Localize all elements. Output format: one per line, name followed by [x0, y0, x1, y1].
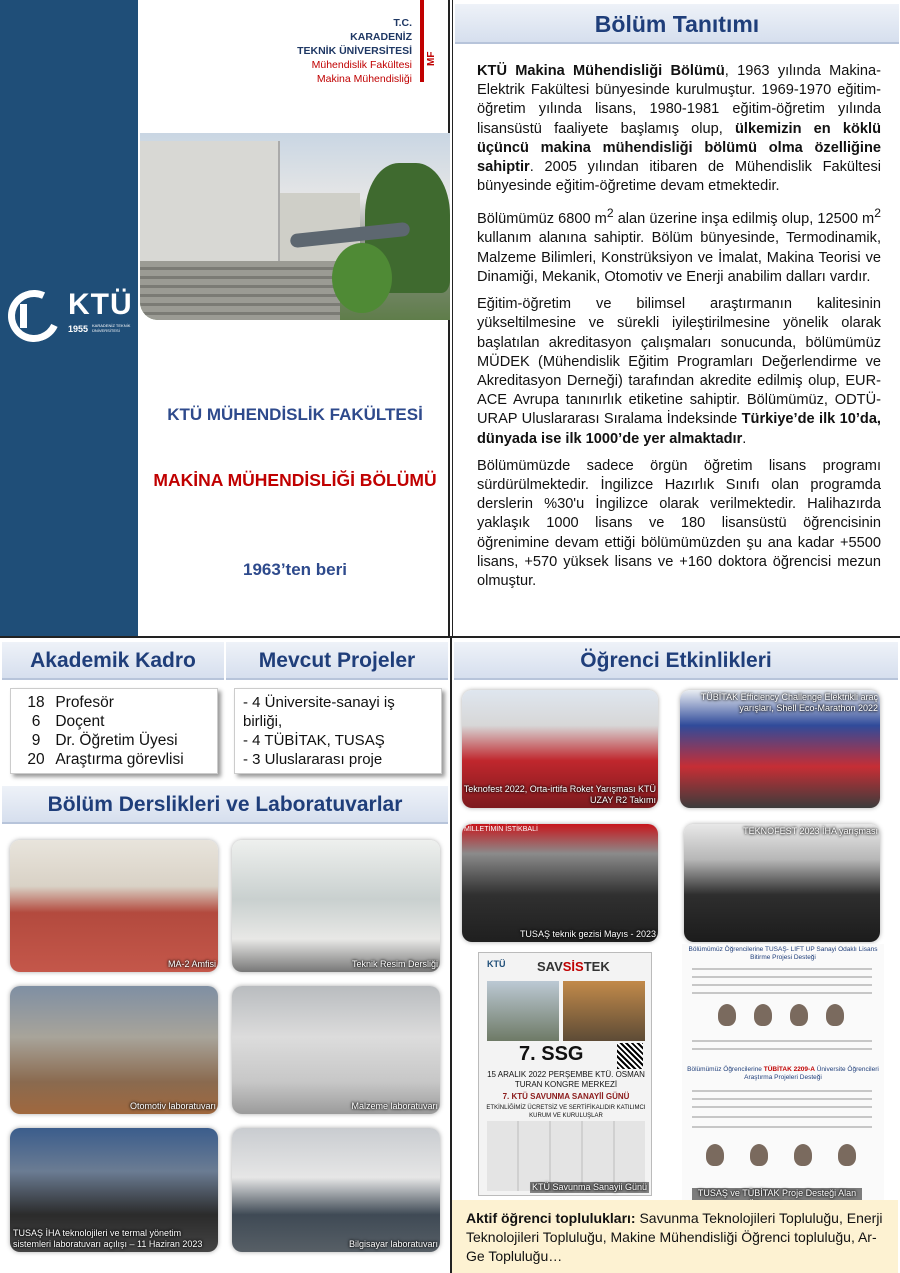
student-photo	[826, 1004, 844, 1026]
academic-staff-card	[10, 688, 218, 774]
photo-caption: Teknofest 2022, Orta-irtifa Roket Yarışması KTÜ UZAY R2 Takımı	[463, 784, 656, 805]
student-photo	[750, 1144, 768, 1166]
activity-photo-tusas-visit	[462, 824, 658, 942]
staff-label: Dr. Öğretim Üyesi	[55, 732, 178, 749]
staff-row	[21, 712, 207, 731]
intro-p2-c: kullanım alanına sahiptir. Bölüm bünyesinde, Termodinamik, Malzeme Bilimleri, Konstrüksiyon ve İmalat, Makina Teorisi ve Dinamiği, Mekanik, Otomotiv ve Enerji anabilim dalları vardır.	[477, 230, 881, 285]
poster-text-line	[692, 992, 872, 994]
vertical-divider	[450, 636, 452, 1273]
intro-p3-bold-b: Türkiye’de ilk 10’da, dünyada ise ilk 1000’de yer almaktadır	[477, 411, 881, 447]
intro-p2-b: alan üzerine inşa edilmiş olup, 12500 m	[613, 211, 875, 228]
staff-count: 6	[31, 713, 41, 730]
photo-bush	[332, 243, 392, 313]
intro-p1-bold-a: KTÜ Makina Mühendisliği Bölümü	[477, 63, 725, 79]
photo-caption: Otomotiv laboratuvarı	[129, 1101, 216, 1111]
faculty-title: KTÜ MÜHENDİSLİK FAKÜLTESİ	[167, 405, 423, 424]
poster-image-tank	[563, 981, 645, 1041]
photo-caption: KTÜ Savunma Sanayii Günü	[531, 1182, 647, 1192]
cover-photo	[140, 133, 450, 320]
staff-label: Profesör	[55, 694, 114, 711]
lab-photo-automotive	[10, 986, 218, 1114]
photo-building	[140, 141, 280, 261]
photo-caption: TÜBİTAK Efficiency Challenge Elektrikli araç yarışları, Shell Eco-Marathon 2022	[700, 692, 878, 713]
clubs-text: Savunma Teknolojileri Topluluğu, Enerji Teknolojileri Topluluğu, Makine Mühendisliği Öğrenci topluluğu, Ar-Ge Topluluğu…	[466, 1210, 883, 1264]
student-photo	[790, 1004, 808, 1026]
student-photo	[718, 1004, 736, 1026]
poster-brand-b: SİS	[562, 959, 584, 974]
staff-count: 18	[27, 694, 45, 711]
photo-caption: TEKNOFEST 2023 İHA yarışması	[743, 826, 878, 836]
institution-line3: TEKNİK ÜNİVERSİTESİ	[297, 45, 412, 57]
student-photo	[794, 1144, 812, 1166]
project-item: - 3 Uluslararası proje	[243, 751, 383, 768]
intro-p2-sup2: 2	[874, 206, 881, 221]
academic-staff-title: Akademik Kadro	[2, 642, 224, 680]
intro-text	[477, 62, 881, 599]
intro-panel	[452, 0, 900, 636]
lab-photo-drawing-classroom	[232, 840, 440, 972]
poster-student-photos-2	[702, 1144, 862, 1174]
poster-text-line	[692, 1098, 872, 1100]
activities-title: Öğrenci Etkinlikleri	[454, 642, 898, 680]
cover-panel	[0, 0, 450, 636]
photo-caption: MA-2 Amfisi	[167, 959, 216, 969]
intro-p3-c: .	[742, 430, 747, 447]
poster-text-line	[692, 984, 872, 986]
poster-defense-industry-day	[478, 952, 652, 1196]
clubs-label: Aktif öğrenci toplulukları:	[466, 1210, 636, 1226]
projects-title: Mevcut Projeler	[226, 642, 448, 680]
institution-line4: Mühendislik Fakültesi	[311, 59, 412, 71]
institution-line2: KARADENİZ	[350, 31, 412, 43]
poster-h2-a: Bölümümüz Öğrencilerine	[687, 1066, 764, 1073]
lab-photo-computer	[232, 1128, 440, 1252]
poster-project-support	[682, 944, 884, 1200]
logo-subtitle: KARADENİZ TEKNİK ÜNİVERSİTESİ	[92, 323, 131, 333]
project-item: - 4 Üniversite-sanayi iş birliği,	[243, 694, 395, 730]
since-label: 1963’ten beri	[243, 560, 347, 579]
institution-accent-bar	[420, 0, 424, 82]
poster-text-line	[692, 1090, 872, 1092]
photo-caption: TUSAŞ ve TÜBİTAK Proje Desteği Alan	[692, 1188, 862, 1210]
lab-photo-materials	[232, 986, 440, 1114]
poster-ktu-logo: KTÜ	[487, 959, 506, 969]
intro-paragraph-1	[477, 62, 881, 196]
intro-p1-d: . 2005 yılından itibaren de Mühendislik Fakültesi bünyesinde eğitim-öğretime devam etmektedir.	[477, 159, 881, 195]
intro-p2-sup1: 2	[606, 206, 614, 221]
logo-year: 1955	[68, 324, 89, 334]
qr-code-icon	[617, 1043, 643, 1069]
poster-text-line	[692, 1116, 872, 1118]
poster-sponsor-logos	[487, 1121, 645, 1191]
poster-text-line	[692, 1106, 872, 1108]
institution-tag: MF	[426, 51, 437, 66]
poster-support-heading-2	[686, 1066, 880, 1082]
poster-note: ETKİNLİĞİMİZ ÜCRETSİZ VE SERTİFİKALIDIR KATILIMCI KURUM VE KURULUŞLAR	[486, 1105, 646, 1119]
photo-caption: Teknik Resim Dersliği	[351, 959, 438, 969]
logo-mark-inner-icon	[20, 304, 44, 328]
institution-line5: Makina Mühendisliği	[316, 73, 412, 85]
institution-line1: T.C.	[393, 17, 412, 29]
poster-text-line	[692, 968, 872, 970]
poster-brand-c: TEK	[583, 959, 610, 974]
staff-count: 9	[31, 732, 41, 749]
poster-student-photos-1	[718, 1004, 848, 1030]
ktu-logo	[6, 290, 136, 340]
intro-paragraph-4: Bölümümüzde sadece örgün öğretim lisans programı sürdürülmektedir. İngilizce Hazırlık Sınıfı olan programda derslerin %30'u İngilizce olarak verilmektedir. Halihazırda yaklaşık 1000 lisans ve 180 lisansüstü öğrencisinin öğrenimine devam ettiği bölümümüzden şu ana kadar +5500 lisans, +570 yüksek lisans ve +160 doktora öğrencisi mezun olmuştur.	[477, 457, 881, 589]
photo-caption: Bilgisayar laboratuvarı	[348, 1239, 438, 1249]
lab-photo-amphitheatre	[10, 840, 218, 972]
staff-label: Doçent	[55, 713, 105, 730]
photo-caption: TUSAŞ İHA teknolojileri ve termal yönetim sistemleri laboratuvarı açılışı – 11 Haziran 2023	[13, 1228, 203, 1249]
poster-image-helicopter	[487, 981, 559, 1041]
intro-title: Bölüm Tanıtımı	[455, 4, 899, 44]
poster-text-line	[692, 1126, 872, 1128]
institution-block	[250, 16, 412, 86]
student-photo	[754, 1004, 772, 1026]
lab-photo-uav-thermal	[10, 1128, 218, 1252]
poster-date-place: 15 ARALIK 2022 PERŞEMBE KTÜ. OSMAN TURAN KONGRE MERKEZİ	[487, 1070, 645, 1089]
cover-stripe	[0, 0, 138, 636]
poster-h2-c: Üniversite Öğrencileri Araştırma Projeleri Desteği	[744, 1066, 879, 1081]
photo-caption: TUSAŞ teknik gezisi Mayıs - 2023	[519, 929, 656, 939]
labs-title: Bölüm Derslikleri ve Laboratuvarlar	[2, 786, 448, 824]
activity-photo-efficiency-challenge	[680, 690, 880, 808]
poster-text-line	[692, 1040, 872, 1042]
poster-text-line	[692, 1048, 872, 1050]
poster-text-line	[692, 976, 872, 978]
photo-steps	[140, 261, 340, 320]
intro-paragraph-2	[477, 204, 881, 287]
staff-label: Araştırma görevlisi	[55, 751, 184, 768]
poster-event-name: 7. KTÜ SAVUNMA SANAYİİ GÜNÜ	[502, 1092, 630, 1101]
intro-paragraph-3	[477, 295, 881, 449]
staff-count: 20	[27, 751, 45, 768]
poster-brand	[537, 959, 610, 974]
activity-photo-teknofest-uav	[684, 824, 880, 942]
staff-row	[21, 731, 207, 750]
intro-p3-a: Eğitim-öğretim ve bilimsel araştırmanın kalitesinin yükseltilmesine ve sürekli iyileştirilmesine yönelik olarak başlatılan akreditasyon çalışmaları sonucunda, bölümümüz MÜDEK (Mühendislik Eğitim Programları Değerlendirme ve Akreditasyon Derneği) tarafından akredite edilmiş olup, EUR-ACE Avrupa tanınırlık etiketine sahiptir. Bölümümüz, ODTÜ-URAP Uluslararası Sıralama İndeksinde	[477, 296, 881, 428]
staff-row	[21, 750, 207, 769]
intro-p1-b: , 1963 yılında Makina-Elektrik Fakültesi bünyesinde kurulmuştur. 1969-1970 eğitim-öğretim yılında lisans, 1980-1981 eğitim-öğretim yılında lisansüstü faaliyete başlamış olup,	[477, 63, 881, 137]
intro-p2-a: Bölümümüz 6800 m	[477, 211, 607, 228]
intro-p1-bold-c: ülkemizin en köklü üçüncü makina mühendisliği bölümü olma özelliğine sahiptir	[477, 120, 881, 176]
student-photo	[706, 1144, 724, 1166]
staff-row	[21, 693, 207, 712]
poster-support-heading-1: Bölümümüz Öğrencilerine TUSAŞ- LIFT UP Sanayi Odaklı Lisans Bitirme Projesi Desteği	[688, 946, 878, 961]
department-title: MAKİNA MÜHENDİSLİĞİ BÖLÜMÜ	[153, 470, 437, 490]
projects-card	[234, 688, 442, 774]
student-photo	[838, 1144, 856, 1166]
poster-ssg-title: 7. SSG	[519, 1043, 584, 1065]
project-item: - 4 TÜBİTAK, TUSAŞ	[243, 732, 385, 749]
photo-caption: Malzeme laboratuvarı	[351, 1101, 438, 1111]
poster-brand-a: SAV	[537, 959, 563, 974]
student-clubs-box	[452, 1200, 898, 1273]
poster-h2-b: TÜBİTAK 2209-A	[763, 1066, 815, 1073]
photo-top-text: MİLLETİMİN İSTİKBALİ	[464, 826, 538, 833]
activity-photo-teknofest-rocket	[462, 690, 658, 808]
logo-text: KTÜ	[68, 288, 133, 321]
